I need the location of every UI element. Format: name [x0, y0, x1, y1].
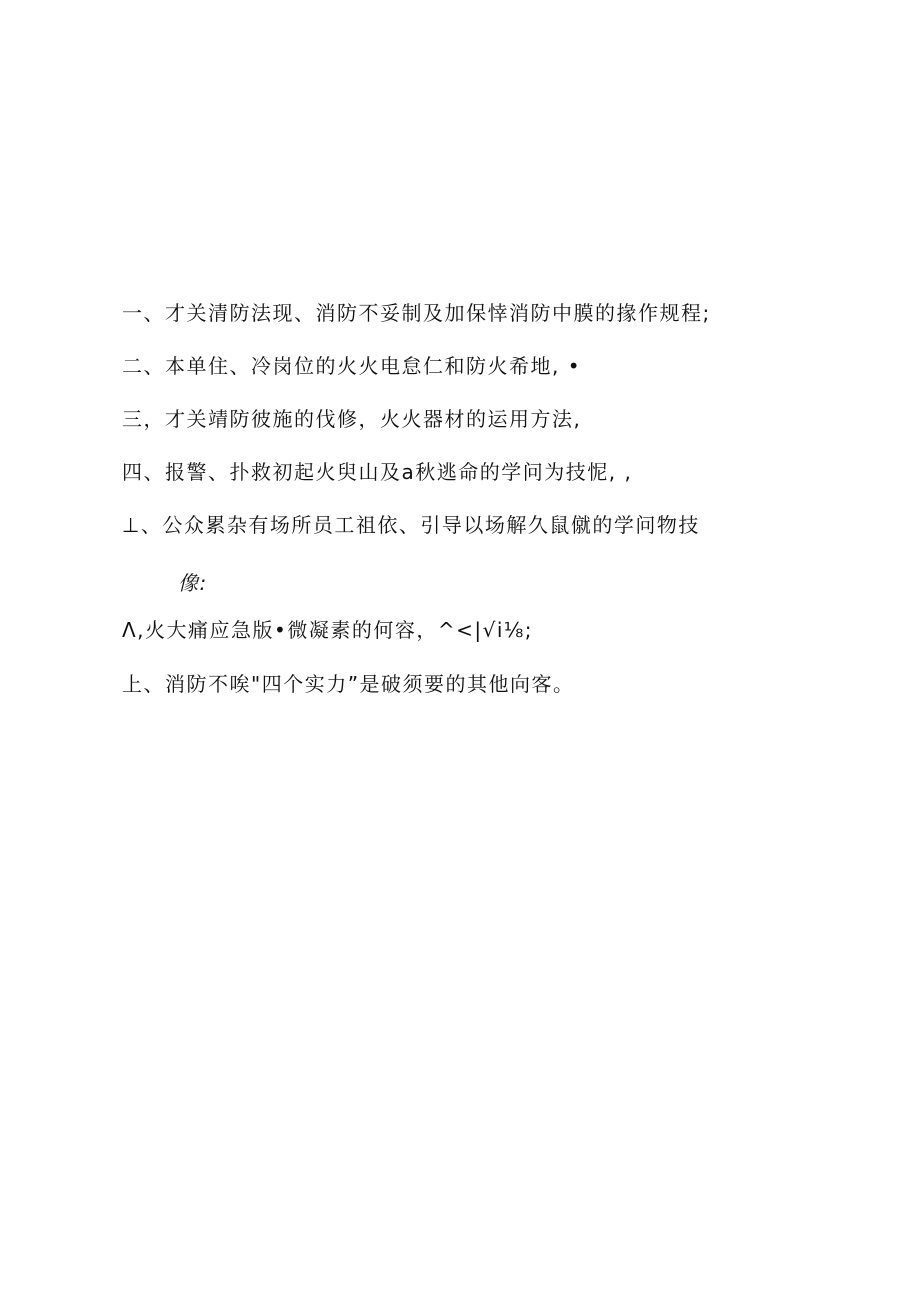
item-7-text: 上、消防不唉"四个实力”是破须要的其他向客。	[122, 672, 575, 696]
item-1-text: 一、才关清防法现、消防不妥制及加保悻消防中膜的掾作规程;	[122, 301, 711, 325]
item-5-text: ⊥、公众累杂有场所员工祖依、引导以场解久鼠僦的学问物技	[122, 513, 700, 537]
item-5-continuation: 像:	[178, 571, 208, 595]
item-3-text: 三，才关靖防彼施的伐修，火火器材的运用方法,	[122, 407, 582, 431]
item-4-text: 四、报警、扑救初起火臾山及a秋逃命的学问为技怩, ,	[122, 460, 633, 484]
item-6-text: Λ,火大痛应急版•微凝素的何容，^<|√i⅛;	[122, 618, 534, 642]
item-2-text: 二、本单住、冷岗位的火火电怠仁和防火希地, •	[122, 354, 582, 378]
